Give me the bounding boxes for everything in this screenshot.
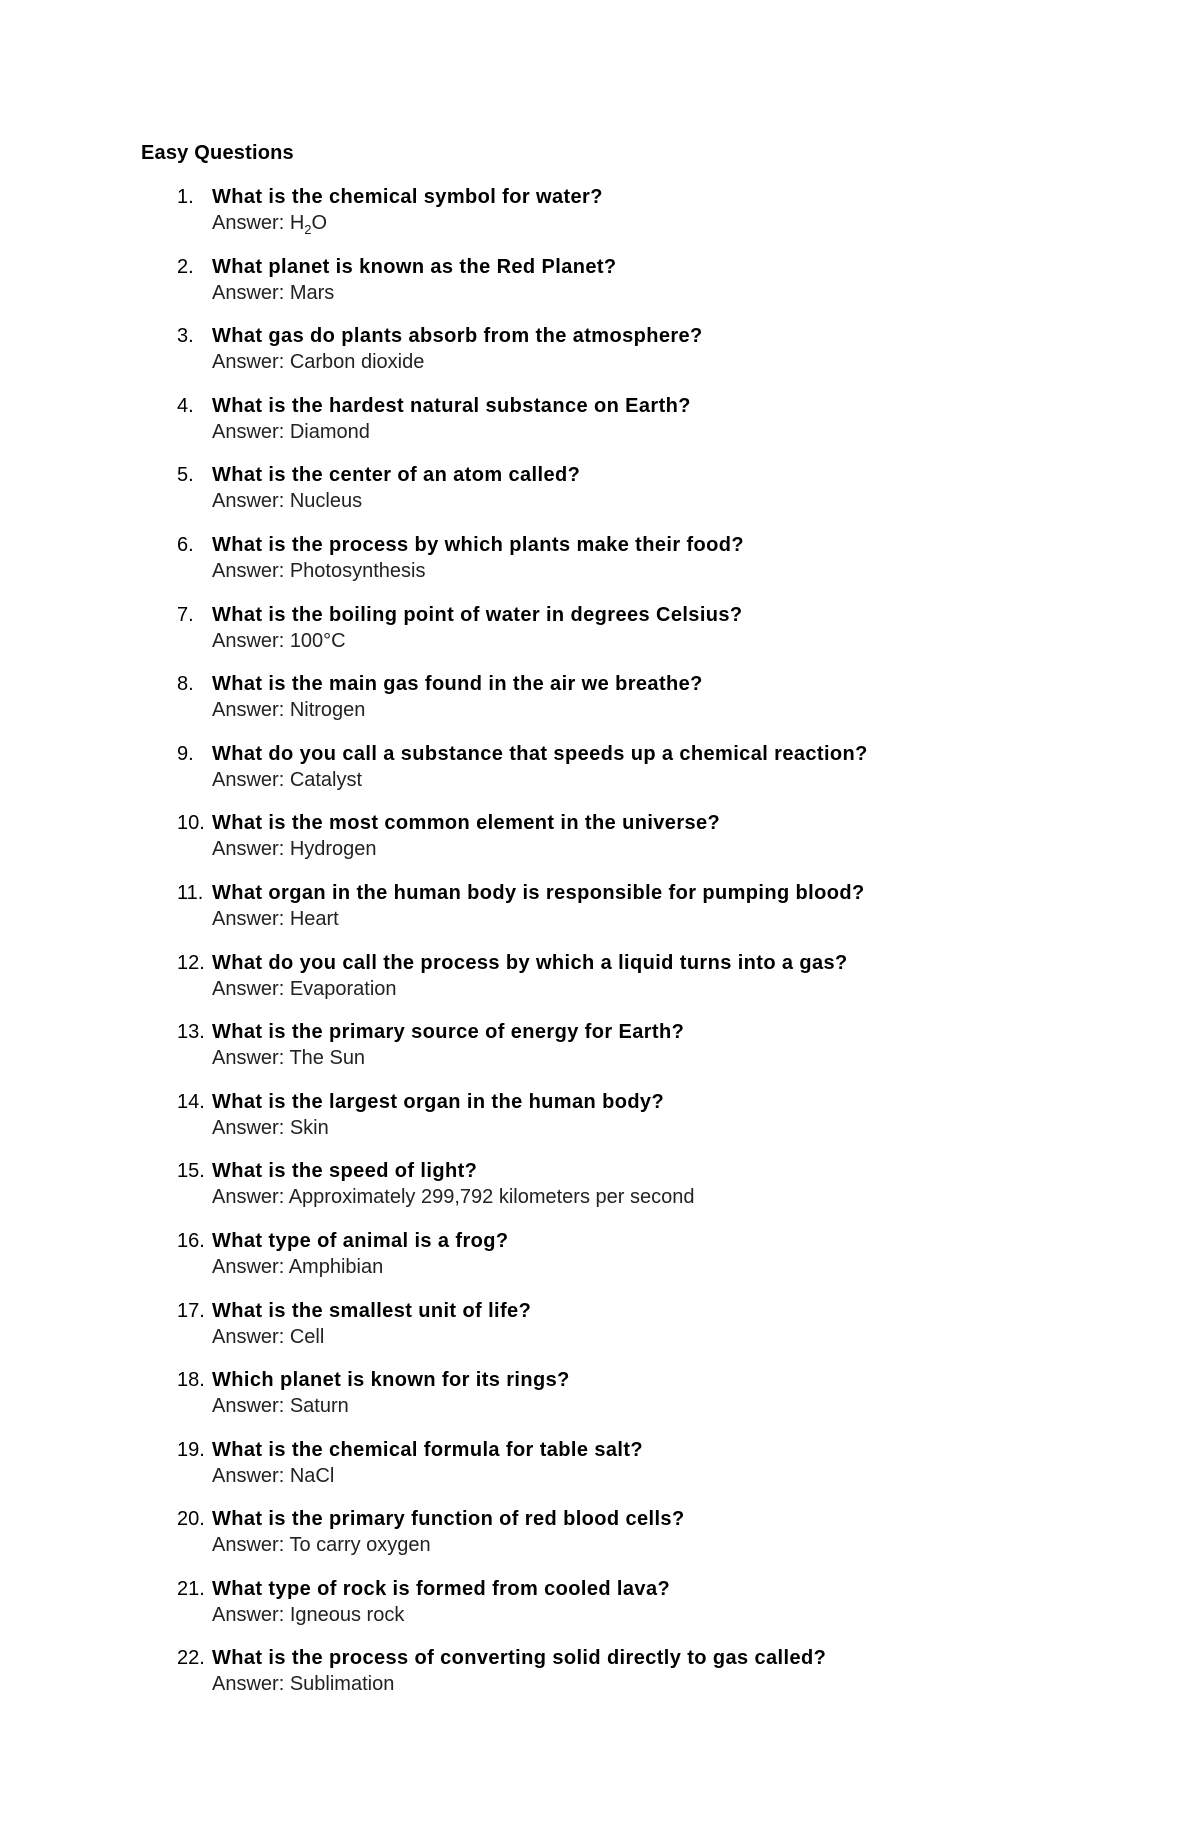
question-text: What is the chemical symbol for water? — [212, 186, 603, 208]
question-number: 8. — [177, 673, 194, 696]
question-text: What is the chemical formula for table salt? — [212, 1438, 644, 1461]
answer-text — [212, 1463, 334, 1489]
question-text: What is the most common element in the universe? — [212, 812, 721, 835]
answer-value: Nitrogen — [289, 699, 366, 722]
answer-value: To carry oxygen — [289, 1534, 431, 1557]
question-text: What organ in the human body is responsible for pumping blood? — [212, 881, 865, 904]
question-number: 1. — [177, 186, 194, 208]
answer-text — [212, 906, 339, 932]
answer-value: Saturn — [289, 1395, 349, 1418]
question-item — [141, 532, 1141, 602]
answer-text — [212, 1254, 383, 1280]
answer-text — [212, 1532, 431, 1558]
question-item — [141, 1158, 1141, 1228]
question-number: 22. — [177, 1647, 205, 1670]
answer-text — [212, 349, 424, 375]
answer-value: The Sun — [289, 1047, 366, 1070]
question-number: 14. — [177, 1090, 205, 1113]
question-item — [141, 810, 1141, 880]
answer-label: Answer: — [212, 559, 290, 582]
answer-label: Answer: — [212, 838, 290, 861]
question-item — [141, 950, 1141, 1020]
question-number: 16. — [177, 1229, 205, 1252]
answer-value: Nucleus — [289, 490, 363, 513]
question-number: 11. — [177, 881, 204, 904]
answer-value: Mars — [289, 281, 335, 304]
answer-text — [212, 1184, 694, 1210]
answer-value: Diamond — [289, 420, 370, 443]
question-text: Which planet is known for its rings? — [212, 1369, 570, 1392]
answer-text — [212, 1115, 329, 1141]
question-item — [141, 1506, 1141, 1576]
question-text: What is the main gas found in the air we breathe? — [212, 673, 703, 696]
answer-value: Approximately 299,792 kilometers per second — [288, 1186, 695, 1209]
answer-value: Cell — [289, 1325, 325, 1348]
question-list — [141, 184, 1141, 1715]
question-number: 13. — [177, 1021, 205, 1044]
answer-value: Catalyst — [289, 768, 363, 791]
question-item — [141, 602, 1141, 672]
question-text: What is the speed of light? — [212, 1160, 478, 1183]
answer-label: Answer: — [212, 420, 290, 443]
question-number: 19. — [177, 1438, 205, 1461]
answer-value: Photosynthesis — [289, 559, 426, 582]
question-number: 15. — [177, 1160, 205, 1183]
question-item — [141, 1576, 1141, 1646]
answer-label: Answer: — [212, 1464, 290, 1487]
answer-text — [212, 558, 425, 584]
answer-label: Answer: — [212, 768, 290, 791]
answer-value: Amphibian — [288, 1255, 384, 1278]
answer-value: Hydrogen — [289, 838, 377, 861]
question-item — [141, 254, 1141, 324]
question-item — [141, 671, 1141, 741]
question-item — [141, 462, 1141, 532]
question-item — [141, 323, 1141, 393]
answer-label: Answer: — [212, 1255, 289, 1278]
answer-value: Skin — [289, 1116, 329, 1139]
answer-text — [212, 210, 327, 236]
answer-text — [212, 628, 346, 654]
question-number: 5. — [177, 464, 194, 487]
question-text: What is the largest organ in the human body? — [212, 1090, 665, 1113]
question-item — [141, 880, 1141, 950]
answer-label: Answer: — [212, 1673, 290, 1696]
question-text: What is the primary function of red blood cells? — [212, 1508, 685, 1531]
answer-value: Igneous rock — [289, 1603, 405, 1626]
answer-text — [212, 1324, 324, 1350]
question-text: What is the process of converting solid directly to gas called? — [212, 1647, 827, 1670]
answer-text — [212, 280, 334, 306]
question-text: What type of rock is formed from cooled lava? — [212, 1577, 671, 1600]
question-text: What is the primary source of energy for Earth? — [212, 1021, 685, 1044]
question-item — [141, 1019, 1141, 1089]
answer-text — [212, 488, 362, 514]
question-text: What do you call the process by which a liquid turns into a gas? — [212, 951, 848, 974]
question-number: 18. — [177, 1369, 205, 1392]
question-item — [141, 741, 1141, 811]
question-text: What is the boiling point of water in degrees Celsius? — [212, 603, 743, 626]
answer-value: Carbon dioxide — [289, 351, 425, 374]
answer-text — [212, 697, 365, 723]
question-text: What is the process by which plants make their food? — [212, 533, 745, 556]
question-number: 4. — [177, 394, 194, 417]
answer-label: Answer: — [212, 1534, 290, 1557]
answer-label: Answer: — [212, 212, 290, 234]
question-text: What do you call a substance that speeds up a chemical reaction? — [212, 742, 868, 765]
question-number: 6. — [177, 533, 194, 556]
question-item — [141, 1437, 1141, 1507]
answer-value: NaCl — [289, 1464, 335, 1487]
answer-subscript: 2 — [304, 222, 312, 237]
answer-label: Answer: — [212, 1047, 290, 1070]
answer-label: Answer: — [212, 1395, 290, 1418]
answer-text — [212, 976, 397, 1002]
question-item — [141, 184, 1141, 254]
answer-text — [212, 767, 362, 793]
answer-label: Answer: — [212, 907, 290, 930]
answer-value: H — [289, 212, 305, 234]
question-number: 12. — [177, 951, 205, 974]
answer-label: Answer: — [212, 699, 290, 722]
question-item — [141, 1645, 1141, 1715]
answer-text — [212, 1671, 394, 1697]
question-number: 2. — [177, 255, 194, 278]
answer-label: Answer: — [212, 490, 290, 513]
question-text: What is the smallest unit of life? — [212, 1299, 532, 1322]
question-item — [141, 1089, 1141, 1159]
question-item — [141, 1228, 1141, 1298]
question-number: 21. — [177, 1577, 205, 1600]
question-number: 10. — [177, 812, 205, 835]
question-text: What gas do plants absorb from the atmosphere? — [212, 325, 703, 348]
answer-label: Answer: — [212, 1186, 289, 1209]
answer-text — [212, 836, 377, 862]
question-item — [141, 1367, 1141, 1437]
answer-label: Answer: — [212, 1325, 290, 1348]
answer-label: Answer: — [212, 1116, 290, 1139]
answer-value: Sublimation — [289, 1673, 395, 1696]
question-number: 3. — [177, 325, 194, 348]
question-text: What is the center of an atom called? — [212, 464, 581, 487]
answer-value-tail: O — [311, 212, 328, 234]
question-number: 17. — [177, 1299, 205, 1322]
answer-label: Answer: — [212, 351, 290, 374]
answer-text — [212, 419, 370, 445]
question-number: 7. — [177, 603, 194, 626]
answer-label: Answer: — [212, 977, 290, 1000]
answer-label: Answer: — [212, 281, 290, 304]
question-number: 9. — [177, 742, 194, 765]
question-text: What type of animal is a frog? — [212, 1229, 509, 1252]
answer-text — [212, 1602, 404, 1628]
section-title: Easy Questions — [141, 142, 294, 164]
question-item — [141, 1298, 1141, 1368]
question-text: What planet is known as the Red Planet? — [212, 255, 617, 278]
answer-text — [212, 1045, 365, 1071]
answer-value: Evaporation — [289, 977, 397, 1000]
answer-label: Answer: — [212, 1603, 290, 1626]
answer-label: Answer: — [212, 629, 290, 652]
answer-text — [212, 1393, 349, 1419]
question-number: 20. — [177, 1508, 205, 1531]
answer-value: Heart — [289, 907, 339, 930]
answer-value: 100°C — [289, 629, 346, 652]
question-text: What is the hardest natural substance on Earth? — [212, 394, 691, 417]
question-item — [141, 393, 1141, 463]
